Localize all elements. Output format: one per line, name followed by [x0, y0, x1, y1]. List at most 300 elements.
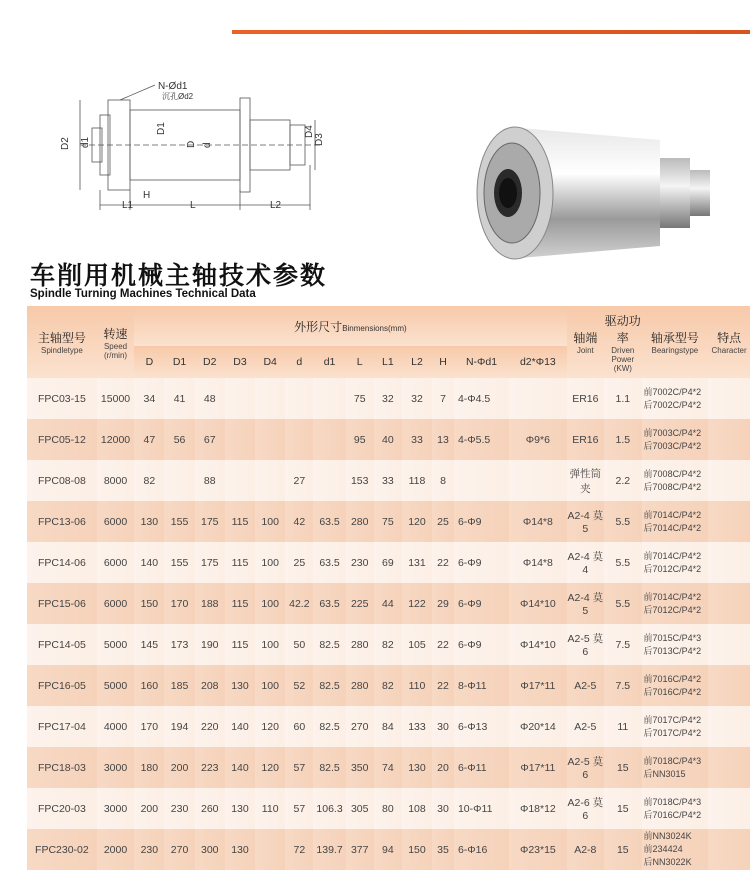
header-character: 特点 Character: [708, 306, 750, 378]
cell-d2: 175: [195, 542, 225, 583]
table-row: [27, 542, 750, 583]
cell-nd1: 6-Φ16: [454, 829, 509, 870]
cell-bearing: [642, 460, 709, 501]
cell-d: 130: [134, 501, 164, 542]
header-dimensions: 外形尺寸Binmensions(mm): [134, 306, 566, 346]
cell-d1: 63.5: [313, 501, 345, 542]
cell-bearing: [642, 583, 709, 624]
cell-bearing: [642, 788, 709, 829]
cell-d: 25: [285, 542, 313, 583]
col-D2: D2: [195, 346, 225, 378]
label-L: L: [190, 200, 196, 211]
cell-l2: 105: [402, 624, 432, 665]
col-L2: L2: [402, 346, 432, 378]
cell-d: 42.2: [285, 583, 313, 624]
cell-d1: 200: [164, 747, 194, 788]
table-row: [27, 460, 750, 501]
bearing-line: 后7016C/P4*2: [643, 809, 702, 820]
bearing-line: 前7018C/P4*3: [643, 755, 702, 766]
cell-d2: 48: [195, 378, 225, 419]
cell-d1: [313, 460, 345, 501]
cell-d2: [509, 460, 566, 501]
cell-d2: Φ14*10: [509, 624, 566, 665]
cell-d2: Φ14*8: [509, 501, 566, 542]
col-d: d: [285, 346, 313, 378]
cell-character: [708, 542, 750, 583]
cell-d: 230: [134, 829, 164, 870]
cell-l1: 32: [374, 378, 402, 419]
cell-d2: Φ17*11: [509, 747, 566, 788]
cell-d: 82: [134, 460, 164, 501]
table-row: [27, 624, 750, 665]
cell-bearing: [642, 665, 709, 706]
cell-l2: 122: [402, 583, 432, 624]
cell-d2: 190: [195, 624, 225, 665]
page-title-en: Spindle Turning Machines Technical Data: [30, 288, 256, 300]
col-d2: d2*Φ13: [509, 346, 566, 378]
cell-joint: A2-5: [567, 706, 604, 747]
cell-speed: 3000: [97, 747, 134, 788]
cell-speed: 3000: [97, 788, 134, 829]
cell-h: 35: [432, 829, 454, 870]
cell-d3: [225, 378, 255, 419]
cell-l1: 80: [374, 788, 402, 829]
cell-d: 200: [134, 788, 164, 829]
cell-d1: 82.5: [313, 706, 345, 747]
cell-l2: 32: [402, 378, 432, 419]
cell-d: 180: [134, 747, 164, 788]
cell-d: 52: [285, 665, 313, 706]
cell-d: [285, 378, 313, 419]
label-D: D: [186, 140, 197, 148]
col-D1: D1: [164, 346, 194, 378]
cell-l1: 75: [374, 501, 402, 542]
cell-power: 1.1: [604, 378, 641, 419]
cell-bearing: [642, 419, 709, 460]
col-L: L: [346, 346, 374, 378]
cell-character: [708, 829, 750, 870]
cell-model: FPC16-05: [27, 665, 97, 706]
cell-speed: 4000: [97, 706, 134, 747]
bearing-line: 前7015C/P4*3: [643, 632, 702, 643]
cell-nd1: 8-Φ11: [454, 665, 509, 706]
cell-speed: 2000: [97, 829, 134, 870]
cell-joint: A2-4 莫5: [567, 583, 604, 624]
cell-d3: 130: [225, 788, 255, 829]
cell-power: 5.5: [604, 542, 641, 583]
cell-model: FPC05-12: [27, 419, 97, 460]
cell-l1: 94: [374, 829, 402, 870]
header-speed: 转速 Speed (r/min): [97, 306, 134, 378]
cell-l1: 74: [374, 747, 402, 788]
cell-bearing: [642, 624, 709, 665]
bearing-line: 前7014C/P4*2: [643, 550, 702, 561]
cell-l: 305: [346, 788, 374, 829]
cell-d2: Φ23*15: [509, 829, 566, 870]
cell-model: FPC230-02: [27, 829, 97, 870]
cell-l2: 131: [402, 542, 432, 583]
cell-d1: 82.5: [313, 747, 345, 788]
header-power: 驱动功率 Driven Power (KW): [604, 306, 641, 378]
cell-l1: 82: [374, 665, 402, 706]
table-row: [27, 583, 750, 624]
cell-joint: ER16: [567, 419, 604, 460]
cell-model: FPC15-06: [27, 583, 97, 624]
cell-model: FPC08-08: [27, 460, 97, 501]
cell-character: [708, 460, 750, 501]
table-row: [27, 665, 750, 706]
cell-power: 15: [604, 747, 641, 788]
col-H: H: [432, 346, 454, 378]
cell-d3: 115: [225, 501, 255, 542]
col-D: D: [134, 346, 164, 378]
cell-d4: [255, 419, 285, 460]
label-D3: D3: [314, 133, 325, 146]
cell-speed: 6000: [97, 542, 134, 583]
bearing-line: 前7018C/P4*3: [643, 796, 702, 807]
cell-l1: 33: [374, 460, 402, 501]
bearing-line: 后7012C/P4*2: [643, 604, 702, 615]
col-nd1: N-Φd1: [454, 346, 509, 378]
cell-d2: Φ14*8: [509, 542, 566, 583]
cell-d: 47: [134, 419, 164, 460]
cell-d2: [509, 378, 566, 419]
cell-character: [708, 583, 750, 624]
cell-power: 2.2: [604, 460, 641, 501]
cell-nd1: 6-Φ9: [454, 501, 509, 542]
cell-d: 145: [134, 624, 164, 665]
cell-d: 140: [134, 542, 164, 583]
cell-nd1: 6-Φ9: [454, 542, 509, 583]
cell-d1: 170: [164, 583, 194, 624]
cell-d4: 120: [255, 747, 285, 788]
bearing-line: 前7008C/P4*2: [643, 468, 702, 479]
cell-d4: [255, 460, 285, 501]
cell-d2: Φ20*14: [509, 706, 566, 747]
cell-power: 15: [604, 788, 641, 829]
cell-joint: A2-6 莫6: [567, 788, 604, 829]
spindle-product-photo: [460, 118, 720, 266]
bearing-line: 后7013C/P4*2: [643, 645, 702, 656]
bearing-line: 后7016C/P4*2: [643, 686, 702, 697]
spindle-spec-table: [27, 306, 750, 870]
table-row: [27, 829, 750, 870]
cell-l1: 82: [374, 624, 402, 665]
cell-speed: 15000: [97, 378, 134, 419]
bearing-line: 后7003C/P4*2: [643, 440, 702, 451]
cell-nd1: 6-Φ13: [454, 706, 509, 747]
cell-d2: 67: [195, 419, 225, 460]
cell-l: 153: [346, 460, 374, 501]
cell-joint: ER16: [567, 378, 604, 419]
label-D1: D1: [156, 122, 167, 135]
cell-speed: 5000: [97, 624, 134, 665]
cell-d4: [255, 378, 285, 419]
cell-h: 29: [432, 583, 454, 624]
cell-bearing: [642, 501, 709, 542]
cell-h: 22: [432, 542, 454, 583]
cell-l1: 69: [374, 542, 402, 583]
cell-l2: 130: [402, 747, 432, 788]
cell-d: 160: [134, 665, 164, 706]
cell-d3: 130: [225, 829, 255, 870]
cell-d: 57: [285, 747, 313, 788]
cell-d: 34: [134, 378, 164, 419]
label-d2-counterbore: 沉孔Ød2: [162, 92, 194, 101]
cell-d2: 208: [195, 665, 225, 706]
cell-d: 27: [285, 460, 313, 501]
cell-l2: 120: [402, 501, 432, 542]
cell-joint: A2-4 莫4: [567, 542, 604, 583]
cell-bearing: [642, 829, 709, 870]
cell-d1: 63.5: [313, 583, 345, 624]
cell-speed: 8000: [97, 460, 134, 501]
cell-d3: 115: [225, 583, 255, 624]
cell-character: [708, 665, 750, 706]
cell-h: 22: [432, 624, 454, 665]
cell-d3: [225, 460, 255, 501]
col-D3: D3: [225, 346, 255, 378]
cell-d1: 41: [164, 378, 194, 419]
cell-l1: 84: [374, 706, 402, 747]
cell-d1: 56: [164, 419, 194, 460]
cell-d2: Φ17*11: [509, 665, 566, 706]
cell-h: 8: [432, 460, 454, 501]
cell-h: 30: [432, 706, 454, 747]
cell-nd1: 6-Φ9: [454, 583, 509, 624]
cell-d3: 130: [225, 665, 255, 706]
cell-d2: 175: [195, 501, 225, 542]
cell-l1: 44: [374, 583, 402, 624]
cell-power: 15: [604, 829, 641, 870]
cell-d1: 194: [164, 706, 194, 747]
top-accent-line: [232, 30, 750, 34]
label-d: d: [202, 142, 213, 148]
cell-d4: [255, 829, 285, 870]
cell-model: FPC17-04: [27, 706, 97, 747]
bearing-line: 前7016C/P4*2: [643, 673, 702, 684]
cell-bearing: [642, 747, 709, 788]
cell-power: 5.5: [604, 501, 641, 542]
cell-l: 280: [346, 665, 374, 706]
cell-d1: [313, 378, 345, 419]
cell-bearing: [642, 378, 709, 419]
cell-l: 230: [346, 542, 374, 583]
bearing-line: 后7002C/P4*2: [643, 399, 702, 410]
cell-model: FPC14-06: [27, 542, 97, 583]
cell-d: 150: [134, 583, 164, 624]
bearing-line: 后7008C/P4*2: [643, 481, 702, 492]
cell-character: [708, 419, 750, 460]
cell-l: 75: [346, 378, 374, 419]
cell-d: 72: [285, 829, 313, 870]
cell-d3: 140: [225, 747, 255, 788]
cell-l: 280: [346, 501, 374, 542]
cell-speed: 5000: [97, 665, 134, 706]
cell-d1: 270: [164, 829, 194, 870]
cell-model: FPC18-03: [27, 747, 97, 788]
cell-d4: 110: [255, 788, 285, 829]
cell-l: 225: [346, 583, 374, 624]
cell-d1: 63.5: [313, 542, 345, 583]
table-header-row: [27, 306, 750, 346]
cell-nd1: 6-Φ9: [454, 624, 509, 665]
cell-d3: 115: [225, 542, 255, 583]
cell-d2: Φ9*6: [509, 419, 566, 460]
bearing-line: 前234424: [643, 844, 683, 854]
cell-d2: 88: [195, 460, 225, 501]
header-model: 主轴型号 Spindletype: [27, 306, 97, 378]
cell-d: 42: [285, 501, 313, 542]
cell-d1: 82.5: [313, 665, 345, 706]
cell-character: [708, 624, 750, 665]
bearing-line: 前7014C/P4*2: [643, 591, 702, 602]
cell-d4: 120: [255, 706, 285, 747]
cell-d: 60: [285, 706, 313, 747]
cell-nd1: 4-Φ4.5: [454, 378, 509, 419]
cell-l2: 110: [402, 665, 432, 706]
bearing-line: 后NN3015: [643, 768, 686, 779]
bearing-line: 后7017C/P4*2: [643, 727, 702, 738]
label-H: H: [143, 190, 151, 201]
label-D2: D2: [60, 137, 71, 150]
cell-d1: 173: [164, 624, 194, 665]
cell-h: 20: [432, 747, 454, 788]
cell-model: FPC03-15: [27, 378, 97, 419]
cell-d1: [164, 460, 194, 501]
bearing-line: 前7017C/P4*2: [643, 714, 702, 725]
cell-d1: 139.7: [313, 829, 345, 870]
table-row: [27, 419, 750, 460]
spindle-dimension-diagram: [60, 80, 360, 215]
cell-d2: Φ18*12: [509, 788, 566, 829]
col-d1: d1: [313, 346, 345, 378]
bearing-line: 前7002C/P4*2: [643, 386, 702, 397]
cell-l: 95: [346, 419, 374, 460]
cell-d: [285, 419, 313, 460]
cell-d2: 260: [195, 788, 225, 829]
cell-model: FPC14-05: [27, 624, 97, 665]
cell-speed: 12000: [97, 419, 134, 460]
bearing-line: 前NN3024K: [643, 831, 692, 841]
cell-power: 5.5: [604, 583, 641, 624]
cell-joint: A2-8: [567, 829, 604, 870]
cell-character: [708, 501, 750, 542]
cell-bearing: [642, 706, 709, 747]
cell-power: 1.5: [604, 419, 641, 460]
cell-d: 170: [134, 706, 164, 747]
label-nd1: N-Ød1: [158, 81, 188, 92]
cell-h: 13: [432, 419, 454, 460]
cell-power: 11: [604, 706, 641, 747]
cell-l1: 40: [374, 419, 402, 460]
page-title-cn: 车削用机械主轴技术参数: [30, 261, 328, 290]
label-D4: D4: [304, 125, 315, 138]
cell-character: [708, 788, 750, 829]
cell-d4: 100: [255, 624, 285, 665]
cell-l: 270: [346, 706, 374, 747]
label-d1: d1: [80, 136, 91, 148]
cell-d4: 100: [255, 665, 285, 706]
cell-d2: 300: [195, 829, 225, 870]
bearing-line: 前7014C/P4*2: [643, 509, 702, 520]
cell-model: FPC13-06: [27, 501, 97, 542]
table-row: [27, 788, 750, 829]
cell-d3: 140: [225, 706, 255, 747]
cell-nd1: 10-Φ11: [454, 788, 509, 829]
cell-d1: 230: [164, 788, 194, 829]
bearing-line: 后NN3022K: [643, 857, 692, 867]
cell-h: 7: [432, 378, 454, 419]
cell-nd1: 4-Φ5.5: [454, 419, 509, 460]
cell-l2: 150: [402, 829, 432, 870]
header-joint: 轴端 Joint: [567, 306, 604, 378]
cell-power: 7.5: [604, 665, 641, 706]
cell-d2: 223: [195, 747, 225, 788]
cell-l2: 108: [402, 788, 432, 829]
cell-h: 25: [432, 501, 454, 542]
cell-joint: A2-5: [567, 665, 604, 706]
table-row: [27, 378, 750, 419]
cell-power: 7.5: [604, 624, 641, 665]
cell-d1: 155: [164, 542, 194, 583]
cell-d3: [225, 419, 255, 460]
cell-d2: Φ14*10: [509, 583, 566, 624]
cell-character: [708, 747, 750, 788]
cell-model: FPC20-03: [27, 788, 97, 829]
bearing-line: 后7012C/P4*2: [643, 563, 702, 574]
bearing-line: 前7003C/P4*2: [643, 427, 702, 438]
cell-d: 50: [285, 624, 313, 665]
cell-h: 22: [432, 665, 454, 706]
cell-d1: 155: [164, 501, 194, 542]
cell-h: 30: [432, 788, 454, 829]
cell-character: [708, 706, 750, 747]
cell-d4: 100: [255, 583, 285, 624]
cell-l: 350: [346, 747, 374, 788]
table-row: [27, 747, 750, 788]
bearing-line: 后7014C/P4*2: [643, 522, 702, 533]
cell-l2: 118: [402, 460, 432, 501]
cell-d2: 188: [195, 583, 225, 624]
cell-d: 57: [285, 788, 313, 829]
label-L1: L1: [122, 200, 134, 211]
cell-d1: 106.3: [313, 788, 345, 829]
header-bearing: 轴承型号 Bearingstype: [642, 306, 709, 378]
cell-joint: A2-4 莫5: [567, 501, 604, 542]
cell-joint: A2-5 莫6: [567, 624, 604, 665]
cell-d4: 100: [255, 501, 285, 542]
cell-speed: 6000: [97, 583, 134, 624]
cell-d1: 185: [164, 665, 194, 706]
table-row: [27, 501, 750, 542]
cell-d3: 115: [225, 624, 255, 665]
cell-l: 280: [346, 624, 374, 665]
cell-d1: 82.5: [313, 624, 345, 665]
cell-nd1: 6-Φ11: [454, 747, 509, 788]
cell-joint: 弹性筒夹: [567, 460, 604, 501]
cell-d2: 220: [195, 706, 225, 747]
cell-bearing: [642, 542, 709, 583]
cell-l: 377: [346, 829, 374, 870]
cell-l2: 133: [402, 706, 432, 747]
label-L2: L2: [270, 200, 282, 211]
col-D4: D4: [255, 346, 285, 378]
col-L1: L1: [374, 346, 402, 378]
cell-d1: [313, 419, 345, 460]
cell-joint: A2-5 莫6: [567, 747, 604, 788]
cell-d4: 100: [255, 542, 285, 583]
